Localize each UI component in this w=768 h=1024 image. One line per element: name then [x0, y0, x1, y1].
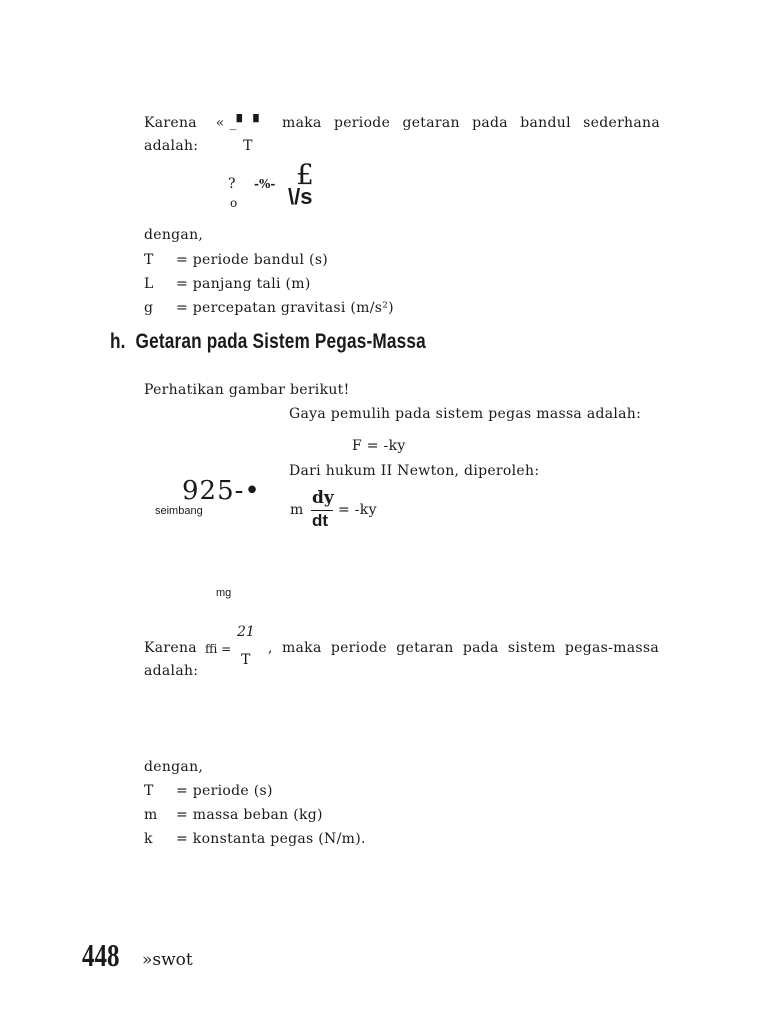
para1-line2 — [144, 138, 253, 154]
para1-prefix: Karena — [144, 115, 197, 131]
def1-desc-2: = percepatan gravitasi (m/s²) — [176, 300, 394, 316]
def1-row-1 — [144, 272, 394, 296]
para1-line1 — [144, 115, 660, 131]
formula1-o: o — [230, 196, 238, 210]
para1-rest: maka periode getaran pada bandul sederhana — [282, 115, 660, 131]
equation-force: F = -ky — [352, 438, 406, 454]
para1-adalah: adalah: — [144, 138, 199, 154]
formula1-radical: \/s — [288, 184, 313, 209]
para2-rest: , maka periode getaran pada sistem pegas-massa — [268, 640, 659, 656]
def2-sym-0: T — [144, 783, 154, 799]
para1-t-symbol: T — [243, 138, 253, 154]
def2-row-0 — [144, 779, 366, 803]
def2-row-1 — [144, 803, 366, 827]
restoring-force-text: Gaya pemulih pada sistem pegas massa adalah: — [289, 406, 642, 422]
formula1-pound: £ — [296, 158, 314, 191]
def1-sym-2: g — [144, 300, 154, 316]
footer-label: »swot — [142, 950, 193, 970]
def1-desc-0: = periode bandul (s) — [176, 252, 329, 268]
defs2-intro: dengan, — [144, 759, 204, 775]
para2-adalah: adalah: — [144, 663, 199, 679]
defs2-list — [144, 779, 366, 851]
para2-den: T — [241, 652, 251, 668]
para2-omega: ffi = — [205, 642, 232, 656]
figure-number: 925-• — [182, 476, 261, 506]
def1-sym-0: T — [144, 252, 154, 268]
intro-figure: Perhatikan gambar berikut! — [144, 382, 350, 398]
def1-row-0 — [144, 248, 394, 272]
def2-desc-0: = periode (s) — [176, 783, 273, 799]
eq-newton-m: m — [290, 502, 304, 518]
def1-sym-1: L — [144, 276, 154, 292]
def2-sym-2: k — [144, 831, 153, 847]
formula1 — [226, 158, 336, 216]
para1-garbled: « _▘▝ — [215, 115, 259, 131]
defs1-intro: dengan, — [144, 227, 204, 243]
def2-desc-1: = massa beban (kg) — [176, 807, 323, 823]
def2-row-2 — [144, 827, 366, 851]
figure-label-seimbang: seimbang — [155, 505, 203, 517]
page-number: 448 — [82, 937, 120, 973]
para2-prefix: Karena — [144, 640, 197, 656]
def2-desc-2: = konstanta pegas (N/m). — [176, 831, 366, 847]
equation-newton — [290, 488, 410, 532]
eq-newton-rhs: = -ky — [338, 502, 377, 518]
eq-newton-den: dt — [312, 511, 329, 530]
para2-fraction — [205, 624, 265, 672]
figure-label-mg: mg — [216, 587, 232, 599]
formula1-q: ? — [228, 176, 236, 192]
section-heading: h. Getaran pada Sistem Pegas-Massa — [110, 330, 426, 353]
eq-newton-num: dy — [312, 488, 334, 508]
def2-sym-1: m — [144, 807, 158, 823]
para2-num: 21 — [237, 624, 255, 640]
newton-law-text: Dari hukum II Newton, diperoleh: — [289, 463, 540, 479]
def1-desc-1: = panjang tali (m) — [176, 276, 311, 292]
def1-row-2 — [144, 296, 394, 320]
formula1-dash: -%- — [254, 177, 276, 191]
defs1-list — [144, 248, 394, 320]
